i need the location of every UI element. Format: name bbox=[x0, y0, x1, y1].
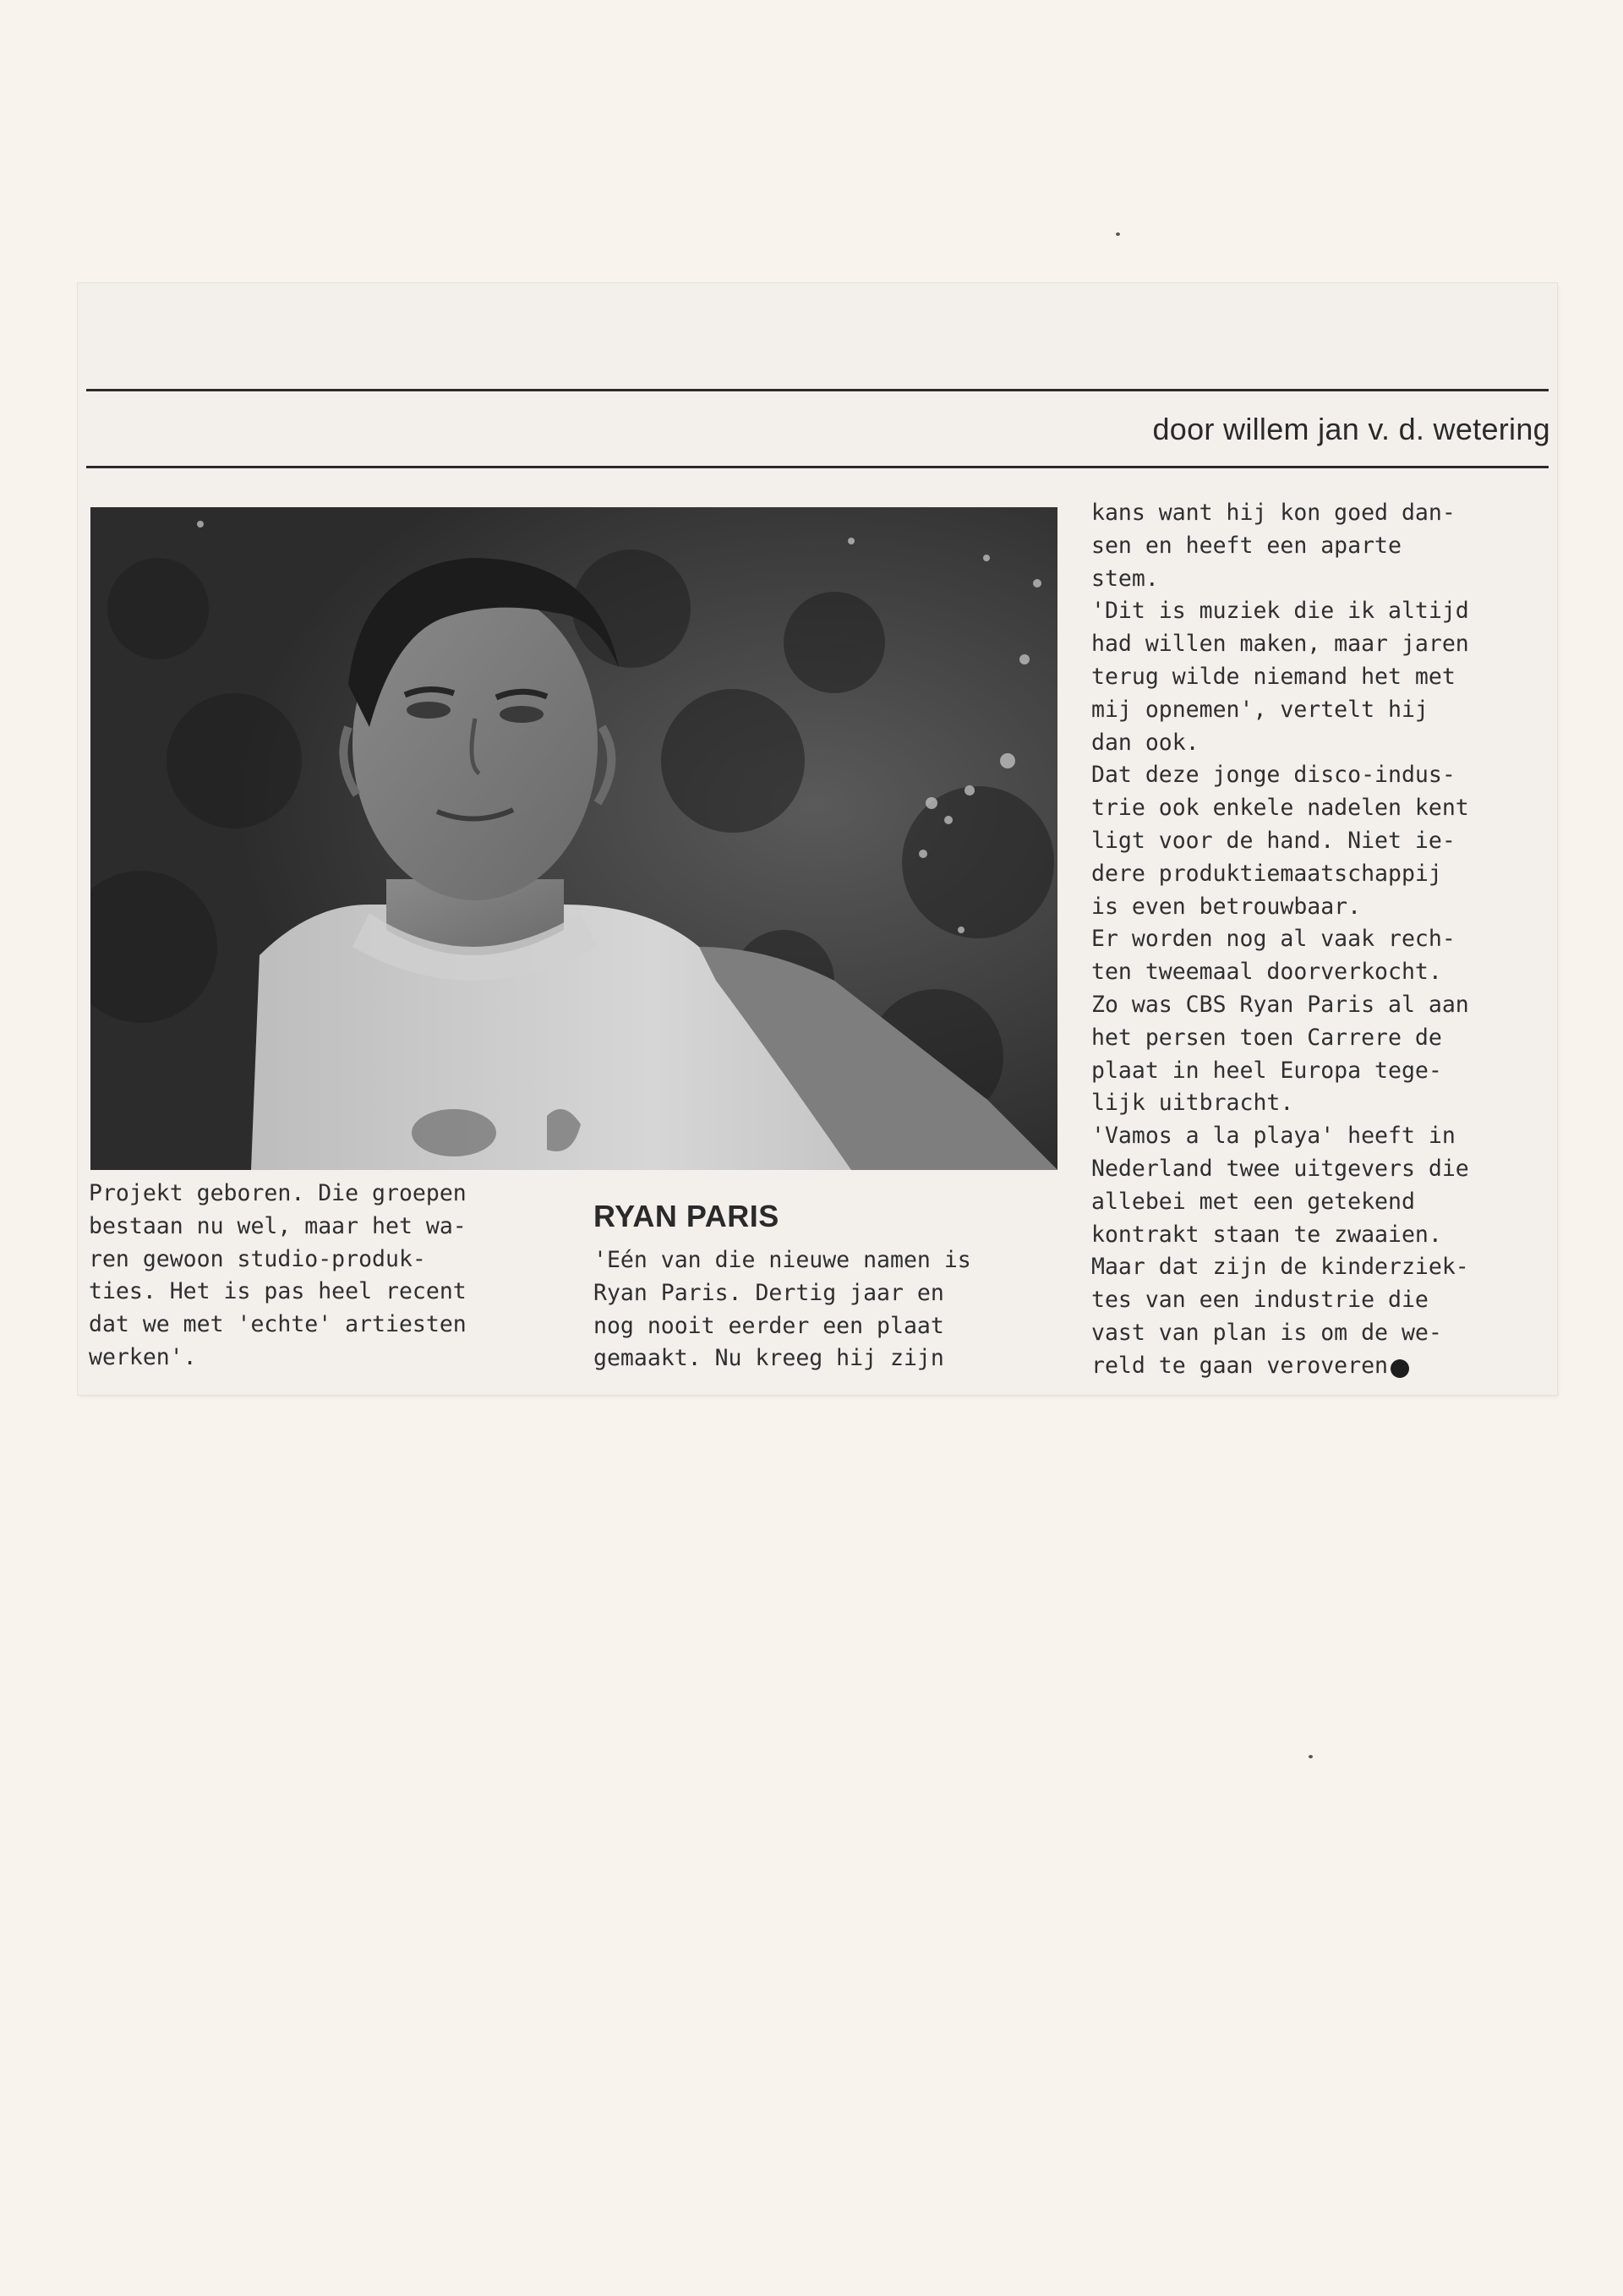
column-line: Projekt geboren. Die groepen bbox=[89, 1180, 467, 1206]
column-line: kontrakt staan te zwaaien. bbox=[1091, 1221, 1442, 1248]
column-line: ties. Het is pas heel recent bbox=[89, 1278, 467, 1305]
byline: door willem jan v. d. wetering bbox=[1152, 412, 1550, 446]
column-line: dat we met 'echte' artiesten bbox=[89, 1311, 467, 1338]
column-line: ligt voor de hand. Niet ie- bbox=[1091, 827, 1456, 854]
column-line: mij opnemen', vertelt hij bbox=[1091, 696, 1429, 723]
article-column-right bbox=[1091, 497, 1469, 1383]
column-line: ren gewoon studio-produk- bbox=[89, 1245, 426, 1272]
column-line: dan ook. bbox=[1091, 729, 1199, 756]
column-line-final bbox=[1091, 1350, 1469, 1383]
column-line: sen en heeft een aparte bbox=[1091, 532, 1402, 559]
column-line: Nederland twee uitgevers die bbox=[1091, 1155, 1469, 1182]
column-line: Maar dat zijn de kinderziek- bbox=[1091, 1254, 1469, 1281]
column-line: stem. bbox=[1091, 565, 1159, 592]
column-line: dere produktiemaatschappij bbox=[1091, 860, 1442, 887]
article-photo bbox=[90, 507, 1057, 1170]
column-line: kans want hij kon goed dan- bbox=[1091, 500, 1456, 526]
end-of-article-bullet-icon bbox=[1391, 1359, 1409, 1378]
paper-speck bbox=[1309, 1755, 1313, 1758]
article-column-middle bbox=[593, 1244, 971, 1375]
column-line: Zo was CBS Ryan Paris al aan bbox=[1091, 991, 1469, 1018]
column-line: bestaan nu wel, maar het wa- bbox=[89, 1212, 467, 1239]
column-line: allebei met een getekend bbox=[1091, 1188, 1415, 1215]
column-line: gemaakt. Nu kreeg hij zijn bbox=[593, 1345, 944, 1372]
column-line: Er worden nog al vaak rech- bbox=[1091, 926, 1456, 953]
column-line: 'Eén van die nieuwe namen is bbox=[593, 1247, 971, 1273]
column-line: ten tweemaal doorverkocht. bbox=[1091, 959, 1442, 986]
article-column-left bbox=[89, 1178, 467, 1375]
column-line: 'Dit is muziek die ik altijd bbox=[1091, 598, 1469, 625]
column-line: terug wilde niemand het met bbox=[1091, 663, 1456, 690]
top-rule bbox=[86, 389, 1549, 391]
column-line: tes van een industrie die bbox=[1091, 1287, 1429, 1314]
column-line: plaat in heel Europa tege- bbox=[1091, 1057, 1442, 1084]
column-line: werken'. bbox=[89, 1343, 197, 1370]
column-line: lijk uitbracht. bbox=[1091, 1090, 1294, 1117]
column-line: Dat deze jonge disco-indus- bbox=[1091, 762, 1456, 789]
column-line: vast van plan is om de we- bbox=[1091, 1319, 1442, 1346]
newspaper-clipping bbox=[78, 283, 1557, 1395]
column-line: Ryan Paris. Dertig jaar en bbox=[593, 1279, 944, 1306]
column-line: is even betrouwbaar. bbox=[1091, 893, 1362, 920]
column-line-text: reld te gaan veroveren bbox=[1091, 1352, 1388, 1379]
column-line: het persen toen Carrere de bbox=[1091, 1024, 1442, 1051]
paper-speck bbox=[1116, 232, 1120, 236]
column-line: trie ook enkele nadelen kent bbox=[1091, 795, 1469, 822]
column-line: 'Vamos a la playa' heeft in bbox=[1091, 1123, 1456, 1150]
column-line: nog nooit eerder een plaat bbox=[593, 1312, 944, 1339]
column-line: had willen maken, maar jaren bbox=[1091, 631, 1469, 658]
bottom-rule bbox=[86, 466, 1549, 468]
section-headline: RYAN PARIS bbox=[593, 1199, 779, 1233]
